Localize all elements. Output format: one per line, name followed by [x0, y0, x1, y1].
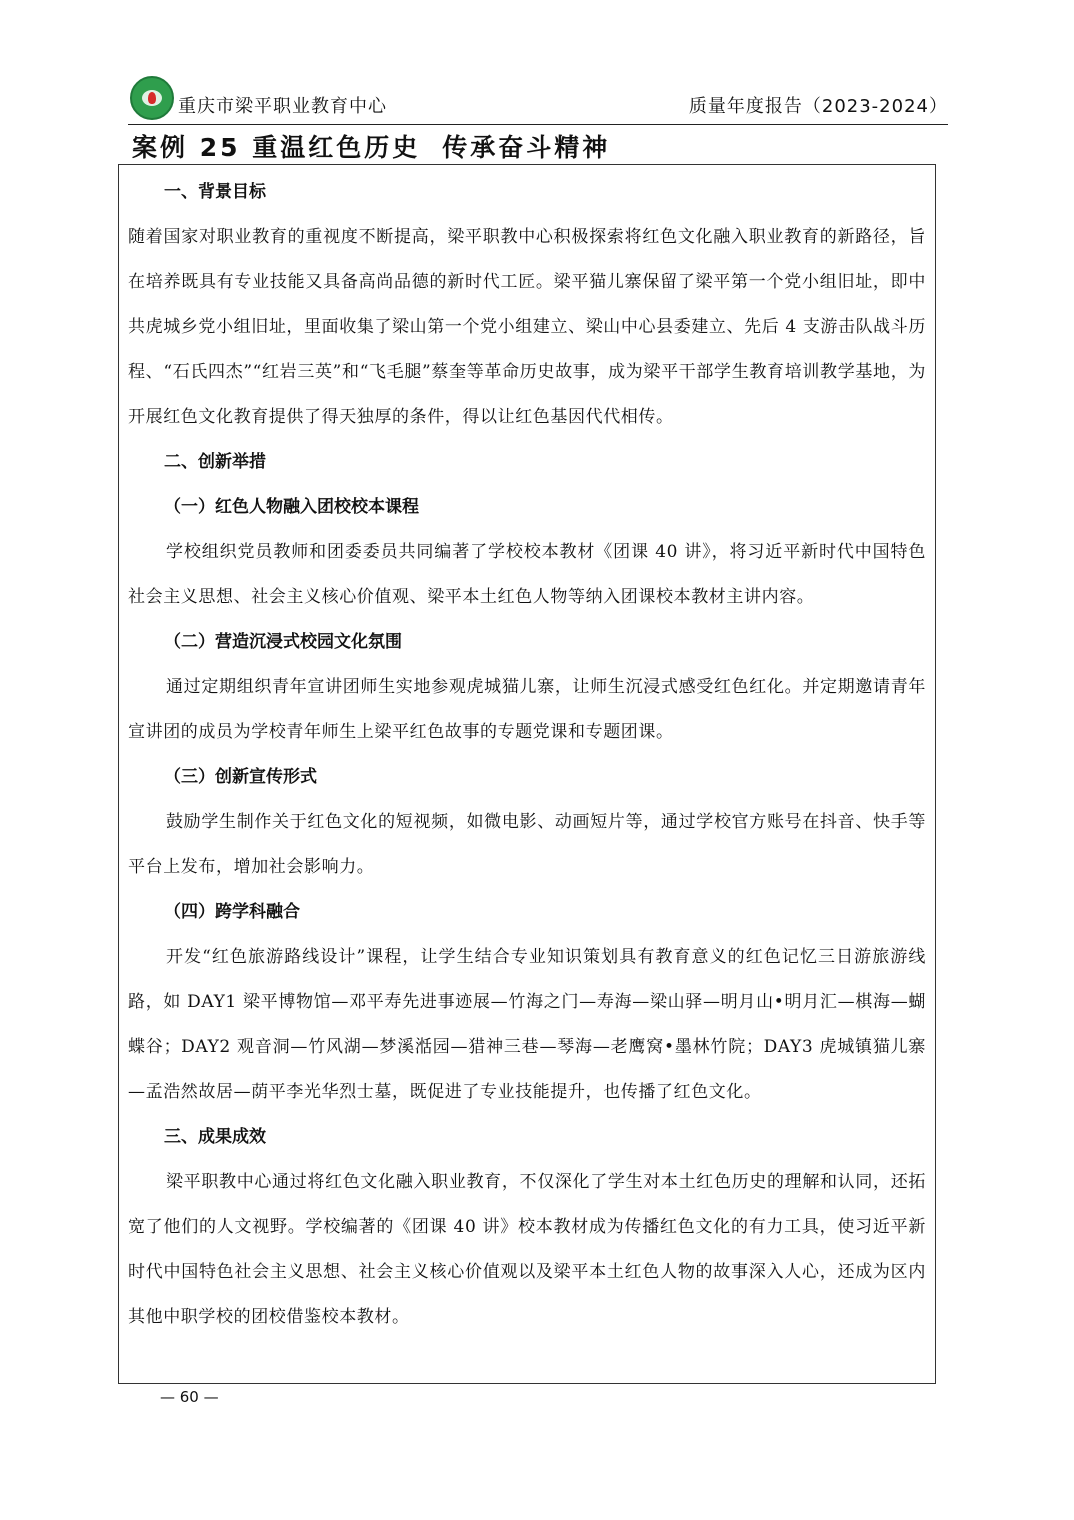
case-title: [132, 128, 610, 164]
header-divider: [128, 124, 948, 125]
section-paragraph-background: 随着国家对职业教育的重视度不断提高，梁平职教中心积极探索将红色文化融入职业教育的新路径，旨在培养既具有专业技能又具备高尚品德的新时代工匠。梁平猫儿寨保留了梁平第一个党小组旧址，即中共虎城乡党小组旧址，里面收集了梁山第一个党小组建立、梁山中心县委建立、先后 4 支游击队战斗历程、“石氏四杰”“红岩三英”和“飞毛腿”蔡奎等革命历史故事，成为梁平干部学生教育培训教学基地，为开展红色文化教育提供了得天独厚的条件，得以让红色基因代代相传。: [128, 227, 926, 427]
section-paragraph-results: 梁平职教中心通过将红色文化融入职业教育，不仅深化了学生对本土红色历史的理解和认同，还拓宽了他们的人文视野。学校编著的《团课 40 讲》校本教材成为传播红色文化的有力工具，使习近平新时代中国特色社会主义思想、社会主义核心价值观以及梁平本土红色人物的故事深入人心，还成为区内其他中职学校的团校借鉴校本教材。: [128, 1172, 926, 1327]
page-number: — 60 —: [160, 1388, 219, 1406]
case-title-right: 传承奋斗精神: [442, 133, 611, 162]
page-header: [128, 72, 948, 124]
org-name: 重庆市梁平职业教育中心: [178, 96, 387, 117]
subsection-paragraph-3: 鼓励学生制作关于红色文化的短视频，如微电影、动画短片等，通过学校官方账号在抖音、快手等平台上发布，增加社会影响力。: [128, 812, 926, 877]
school-logo-icon: [130, 76, 174, 120]
case-content: [128, 170, 926, 1340]
subsection-heading-2: （二）营造沉浸式校园文化氛围: [164, 632, 402, 652]
subsection-heading-1: （一）红色人物融入团校校本课程: [164, 497, 419, 517]
section-heading-background: 一、背景目标: [164, 182, 266, 202]
subsection-heading-3: （三）创新宣传形式: [164, 767, 317, 787]
subsection-paragraph-1: 学校组织党员教师和团委委员共同编著了学校校本教材《团课 40 讲》，将习近平新时代中国特色社会主义思想、社会主义核心价值观、梁平本土红色人物等纳入团课校本教材主讲内容。: [128, 542, 926, 607]
section-heading-measures: 二、创新举措: [164, 452, 266, 472]
report-name: 质量年度报告（2023-2024）: [688, 96, 948, 117]
subsection-paragraph-2: 通过定期组织青年宣讲团师生实地参观虎城猫儿寨，让师生沉浸式感受红色红化。并定期邀请青年宣讲团的成员为学校青年师生上梁平红色故事的专题党课和专题团课。: [128, 677, 926, 742]
case-title-left: 案例 25 重温红色历史: [132, 133, 421, 162]
section-heading-results: 三、成果成效: [164, 1127, 266, 1147]
subsection-paragraph-4: 开发“红色旅游路线设计”课程，让学生结合专业知识策划具有教育意义的红色记忆三日游旅游线路，如 DAY1 梁平博物馆—邓平寿先进事迹展—竹海之门—寿海—梁山驿—明月山•明月汇—棋海—蝴蝶谷；DAY2 观音洞—竹风湖—梦溪湉园—猎神三巷—琴海—老鹰窝•墨林竹院；DAY3 虎城镇猫儿寨—孟浩然故居—荫平李光华烈士墓，既促进了专业技能提升，也传播了红色文化。: [128, 947, 926, 1102]
subsection-heading-4: （四）跨学科融合: [164, 902, 300, 922]
